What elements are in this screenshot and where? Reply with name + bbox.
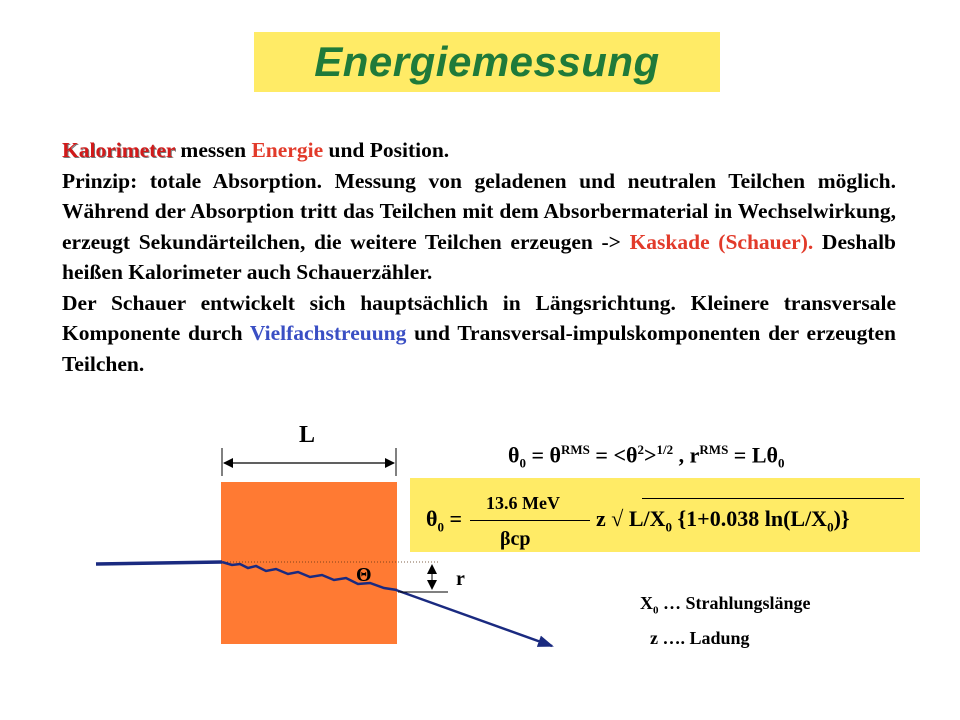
f1-eq5: = Lθ <box>728 442 778 468</box>
angle-label: Θ <box>356 564 372 586</box>
fb-fraction-line <box>470 520 590 521</box>
legend-z <box>640 625 811 652</box>
fb-theta: θ <box>426 506 438 531</box>
length-label: L <box>299 422 316 448</box>
term-energie: Energie <box>251 138 324 162</box>
term-kalorimeter: Kalorimeter <box>62 138 176 162</box>
incoming-track <box>96 562 222 564</box>
fb-sub-d: 0 <box>827 519 834 535</box>
fb-denominator: βcp <box>500 528 531 550</box>
offset-label: r <box>456 568 465 590</box>
absorber-block <box>221 482 397 644</box>
outgoing-track <box>396 590 552 646</box>
p1-messen: messen <box>175 138 252 162</box>
page-title: Energiemessung <box>314 38 660 85</box>
f1-eq3: > <box>643 442 657 468</box>
p3-text1: Der Schauer entwickelt sich hauptsächlich in Längsrichtung. Kleinere transversale Komponente durch <box>62 290 896 345</box>
legend-x: X <box>640 593 653 613</box>
f1-eq2: = <θ <box>589 442 638 468</box>
fb-rest <box>596 506 850 535</box>
f1-half-sup: 1/2 <box>656 442 674 457</box>
p2-text2: Deshalb heißen Kalorimeter auch Schauerzähler. <box>62 229 896 284</box>
p2-text1: Prinzip: totale Absorption. Messung von geladenen und neutralen Teilchen möglich. Während der Absorption tritt das Teilchen mit dem Absorbermaterial in Wechselwirkung, erzeugt Sekundärteilchen, die weitere Teilchen erzeugen -> <box>62 168 896 254</box>
p1-rest: und Position. <box>323 138 450 162</box>
legend-z-text: z …. Ladung <box>650 627 750 648</box>
fb-sub: 0 <box>437 519 444 535</box>
legend <box>640 590 811 652</box>
highland-formula-box <box>410 478 920 552</box>
f1-eq1: = θ <box>525 442 562 468</box>
f1-sub-b: 0 <box>778 455 785 471</box>
f1-rms-sup: RMS <box>561 442 590 457</box>
legend-x0 <box>640 590 811 625</box>
fb-rest2: {1+0.038 ln(L/X <box>672 506 828 531</box>
fb-rest1: z √ L/X <box>596 506 666 531</box>
legend-x-sub: 0 <box>653 604 659 617</box>
fb-sqrt-overline <box>642 498 904 499</box>
term-vielfachstreuung: Vielfachstreuung <box>249 321 407 345</box>
fb-rest3: )} <box>833 506 850 531</box>
fb-sub-c: 0 <box>665 519 673 535</box>
term-kaskade: Kaskade (Schauer). <box>629 229 814 254</box>
legend-x-text: … Strahlungslänge <box>658 593 811 613</box>
f1-theta: θ <box>508 442 520 468</box>
f1-eq4: , r <box>673 442 700 468</box>
p3-text2: und Transversal-impulskomponenten der erzeugten Teilchen. <box>62 321 896 376</box>
f1-sub: 0 <box>519 455 526 471</box>
fb-theta-lhs <box>426 506 462 535</box>
f1-sq-sup: 2 <box>637 442 644 457</box>
fb-eq: = <box>443 506 463 531</box>
f1-rms-sup2: RMS <box>699 442 729 457</box>
fb-numerator: 13.6 MeV <box>486 493 560 513</box>
formula-rms <box>508 442 785 472</box>
